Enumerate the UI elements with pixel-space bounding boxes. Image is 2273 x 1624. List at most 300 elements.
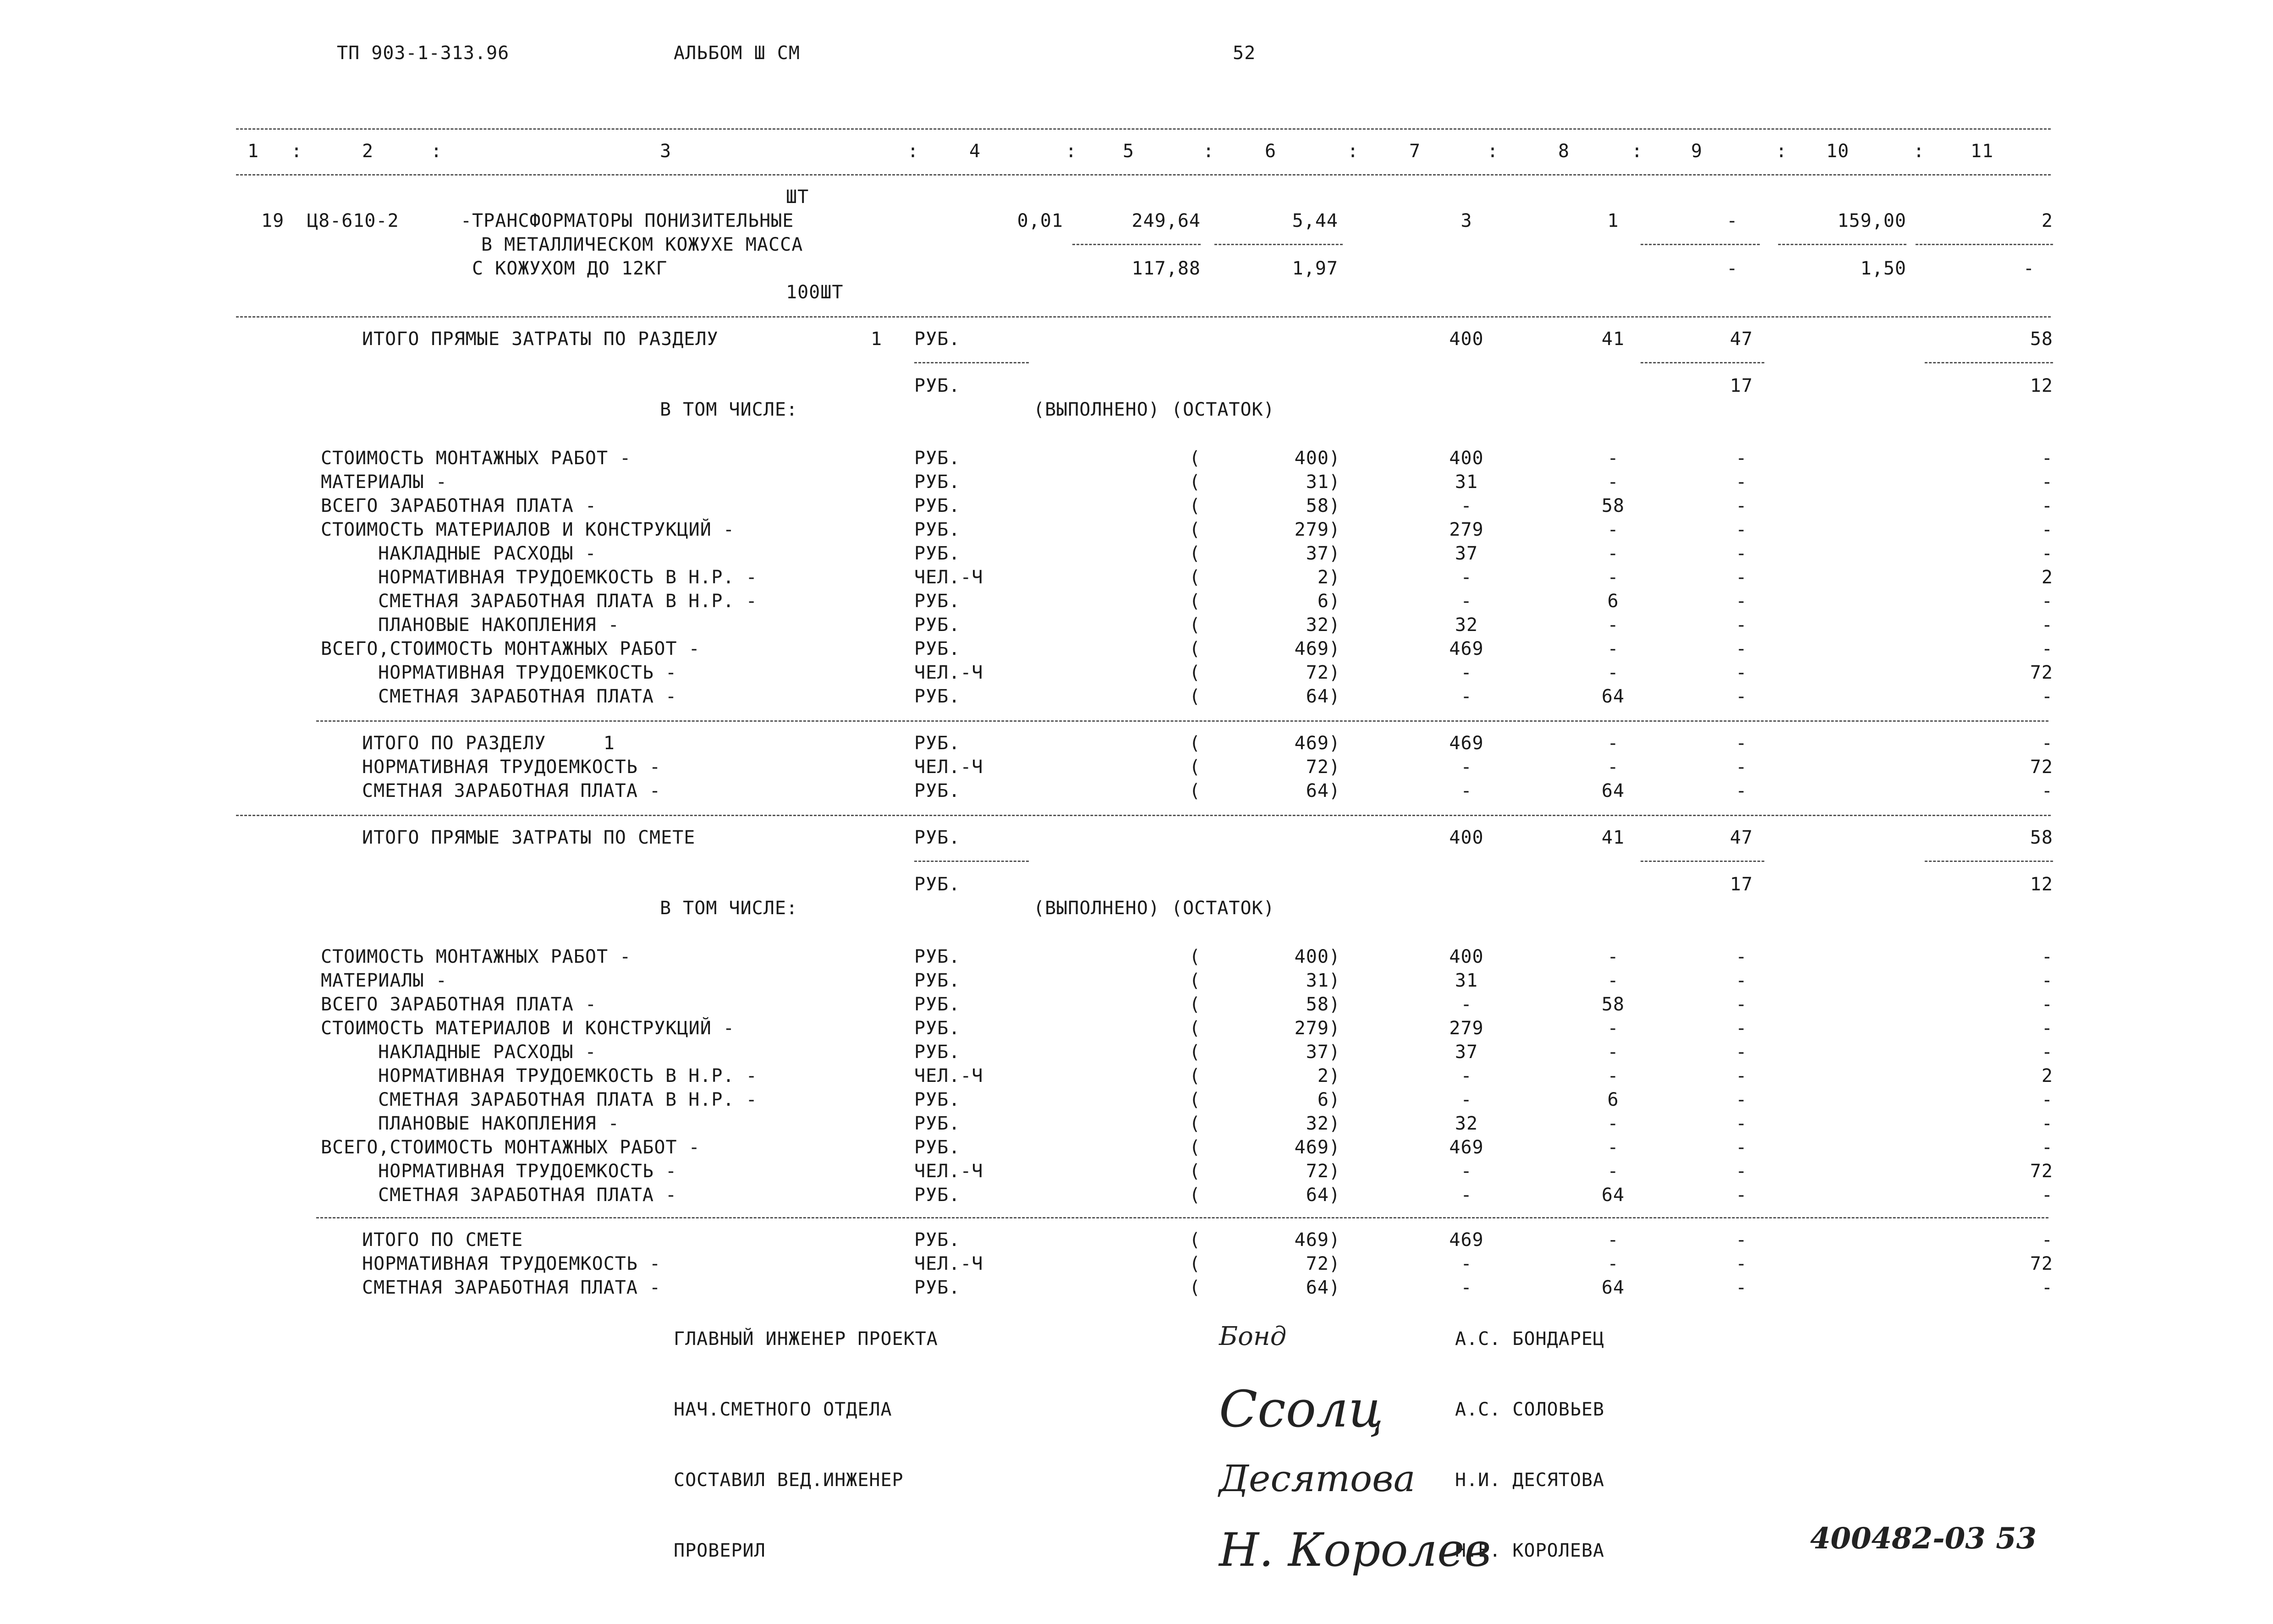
- estimate-summary-row-c8: -: [1607, 1253, 1619, 1274]
- section-row-c9: -: [1735, 472, 1747, 493]
- estimate-row-c9: -: [1735, 1089, 1747, 1110]
- section-row-c11: -: [2041, 495, 2053, 516]
- section-row-c7: -: [1460, 567, 1472, 588]
- section-row-c7: 32: [1455, 614, 1478, 636]
- estimate-summary-row-unit: ЧЕЛ.-Ч: [914, 1253, 983, 1274]
- section-summary-row-c7: -: [1460, 780, 1472, 801]
- section-summary-row-c11: -: [2041, 780, 2053, 801]
- estimate-summary-row-label: ИТОГО ПО СМЕТЕ: [362, 1229, 523, 1251]
- item-c7: 3: [1460, 210, 1472, 231]
- estimate-row-unit: РУБ.: [914, 1137, 961, 1158]
- section-row-c11: -: [2041, 543, 2053, 564]
- estimate-row-c9: -: [1735, 1161, 1747, 1182]
- estimate-row-c9: -: [1735, 1042, 1747, 1063]
- estimate-summary-row-paren-value: 469): [1294, 1229, 1340, 1251]
- estimate-total-subrule-unit: [914, 861, 1029, 862]
- estimate-row-c11: -: [2041, 1137, 2053, 1158]
- section-row-open-paren: (: [1189, 448, 1201, 469]
- in-that-number-2: В ТОМ ЧИСЛЕ:: [660, 898, 798, 919]
- estimate-total-label: ИТОГО ПРЯМЫЕ ЗАТРАТЫ ПО СМЕТЕ: [362, 827, 696, 848]
- estimate-row-label: НАКЛАДНЫЕ РАСХОДЫ -: [378, 1042, 597, 1063]
- estimate-row-label: НОРМАТИВНАЯ ТРУДОЕМКОСТЬ -: [378, 1161, 677, 1182]
- section-row-label: СТОИМОСТЬ МОНТАЖНЫХ РАБОТ -: [321, 448, 631, 469]
- item-unit2: 100ШТ: [786, 282, 844, 303]
- estimate-row-c11: -: [2041, 970, 2053, 991]
- column-header-4: 4: [969, 141, 981, 162]
- item-num: 19: [261, 210, 285, 231]
- item-c11: 2: [2041, 210, 2053, 231]
- column-separator: :: [1065, 141, 1077, 162]
- estimate-row-c7: -: [1460, 994, 1472, 1015]
- section-summary-row-unit: ЧЕЛ.-Ч: [914, 757, 983, 778]
- section-summary-row-open-paren: (: [1189, 757, 1201, 778]
- table-top-rule: [236, 128, 2051, 130]
- section-row-label: ВСЕГО ЗАРАБОТНАЯ ПЛАТА -: [321, 495, 597, 516]
- item-subrule-11: [1916, 244, 2053, 245]
- estimate-summary-row-c8: -: [1607, 1229, 1619, 1251]
- section-total-c7: 400: [1449, 329, 1484, 350]
- signature-role: ГЛАВНЫЙ ИНЖЕНЕР ПРОЕКТА: [674, 1328, 938, 1350]
- estimate-row-open-paren: (: [1189, 1089, 1201, 1110]
- section-total-no: 1: [871, 329, 883, 350]
- estimate-row-c9: -: [1735, 994, 1747, 1015]
- section-summary-row-c8: 64: [1601, 780, 1625, 801]
- estimate-row-c9: -: [1735, 946, 1747, 967]
- estimate-row-label: ВСЕГО ЗАРАБОТНАЯ ПЛАТА -: [321, 994, 597, 1015]
- section-row-c11: -: [2041, 638, 2053, 659]
- section-row-c11: -: [2041, 519, 2053, 540]
- item-subrule-10: [1778, 244, 1906, 245]
- section-row-paren-value: 31): [1306, 472, 1340, 493]
- estimate-row-c11: -: [2041, 1089, 2053, 1110]
- estimate-row-c9: -: [1735, 970, 1747, 991]
- section-row-c8: -: [1607, 567, 1619, 588]
- item-c10: 159,00: [1837, 210, 1906, 231]
- item-c8: 1: [1607, 210, 1619, 231]
- section-row-c8: -: [1607, 519, 1619, 540]
- estimate-row-c7: 279: [1449, 1018, 1484, 1039]
- estimate-row-c8: -: [1607, 1042, 1619, 1063]
- estimate-row-unit: РУБ.: [914, 1113, 961, 1134]
- section-summary-row-unit: РУБ.: [914, 733, 961, 754]
- section-row-label: СТОИМОСТЬ МАТЕРИАЛОВ И КОНСТРУКЦИЙ -: [321, 519, 735, 540]
- estimate-row-label: СМЕТНАЯ ЗАРАБОТНАЯ ПЛАТА В Н.Р. -: [378, 1089, 758, 1110]
- section-summary-row-paren-value: 72): [1306, 757, 1340, 778]
- estimate-row-c7: 400: [1449, 946, 1484, 967]
- section-row-open-paren: (: [1189, 662, 1201, 683]
- estimate-row-c8: -: [1607, 946, 1619, 967]
- estimate-summary-row-open-paren: (: [1189, 1277, 1201, 1298]
- column-separator: :: [1631, 141, 1643, 162]
- section-row-c7: 37: [1455, 543, 1478, 564]
- section-row-c7: 31: [1455, 472, 1478, 493]
- estimate-summary-row-c11: -: [2041, 1229, 2053, 1251]
- page-number: 52: [1233, 43, 1256, 64]
- section-row-c8: 58: [1601, 495, 1625, 516]
- section-summary-row-c9: -: [1735, 733, 1747, 754]
- section-row-label: СМЕТНАЯ ЗАРАБОТНАЯ ПЛАТА -: [378, 686, 677, 707]
- section-row-c8: 64: [1601, 686, 1625, 707]
- estimate-summary-row-c7: -: [1460, 1277, 1472, 1298]
- section-row-c11: -: [2041, 591, 2053, 612]
- estimate-summary-row-label: СМЕТНАЯ ЗАРАБОТНАЯ ПЛАТА -: [362, 1277, 661, 1298]
- album-label: АЛЬБОМ Ш СМ: [674, 43, 800, 64]
- estimate-row-c11: -: [2041, 946, 2053, 967]
- handwritten-signature: Н. Королев: [1219, 1523, 1491, 1577]
- estimate-summary-row-c9: -: [1735, 1229, 1747, 1251]
- estimate-row-c7: -: [1460, 1161, 1472, 1182]
- estimate-row-c7: 37: [1455, 1042, 1478, 1063]
- estimate-summary-row-paren-value: 64): [1306, 1277, 1340, 1298]
- estimate-row-c7: 31: [1455, 970, 1478, 991]
- estimate-row-open-paren: (: [1189, 1018, 1201, 1039]
- section-row-paren-value: 37): [1306, 543, 1340, 564]
- section-row-c8: 6: [1607, 591, 1619, 612]
- section-row-unit: РУБ.: [914, 448, 961, 469]
- section-row-c7: 279: [1449, 519, 1484, 540]
- estimate-row-c11: -: [2041, 1042, 2053, 1063]
- column-separator: :: [1776, 141, 1788, 162]
- estimate-summary-row-c11: 72: [2030, 1253, 2053, 1274]
- item-name-line-3: С КОЖУХОМ ДО 12КГ: [472, 258, 668, 279]
- section-row-paren-value: 469): [1294, 638, 1340, 659]
- estimate-total-unit: РУБ.: [914, 827, 961, 848]
- estimate-row-open-paren: (: [1189, 946, 1201, 967]
- section-row-unit: РУБ.: [914, 591, 961, 612]
- estimate-row-unit: ЧЕЛ.-Ч: [914, 1161, 983, 1182]
- signature-role: СОСТАВИЛ ВЕД.ИНЖЕНЕР: [674, 1470, 904, 1491]
- estimate-row-paren-value: 279): [1294, 1018, 1340, 1039]
- column-separator: :: [1913, 141, 1925, 162]
- section-summary-row-c9: -: [1735, 757, 1747, 778]
- column-header-rule: [236, 174, 2051, 176]
- section-summary-row-paren-value: 469): [1294, 733, 1340, 754]
- estimate-row-paren-value: 37): [1306, 1042, 1340, 1063]
- estimate-total-c7: 400: [1449, 827, 1484, 848]
- estimate-row-label: ВСЕГО,СТОИМОСТЬ МОНТАЖНЫХ РАБОТ -: [321, 1137, 700, 1158]
- column-separator: :: [1347, 141, 1359, 162]
- section-total-label: ИТОГО ПРЯМЫЕ ЗАТРАТЫ ПО РАЗДЕЛУ: [362, 329, 719, 350]
- estimate-row-c7: -: [1460, 1089, 1472, 1110]
- item-c9: -: [1726, 210, 1738, 231]
- section-row-c11: -: [2041, 472, 2053, 493]
- estimate-row-c8: -: [1607, 1065, 1619, 1086]
- section-row-unit: РУБ.: [914, 472, 961, 493]
- estimate-row-c8: -: [1607, 1137, 1619, 1158]
- section-row-c9: -: [1735, 591, 1747, 612]
- section-row-c9: -: [1735, 495, 1747, 516]
- section-summary-row-c7: 469: [1449, 733, 1484, 754]
- estimate-row-c7: -: [1460, 1065, 1472, 1086]
- estimate-row-unit: РУБ.: [914, 946, 961, 967]
- section-row-label: НАКЛАДНЫЕ РАСХОДЫ -: [378, 543, 597, 564]
- column-separator: :: [1203, 141, 1215, 162]
- section-row-paren-value: 72): [1306, 662, 1340, 683]
- handwritten-signature: Бонд: [1219, 1322, 1287, 1351]
- estimate-row-open-paren: (: [1189, 970, 1201, 991]
- estimate-row-unit: РУБ.: [914, 994, 961, 1015]
- section-row-unit: ЧЕЛ.-Ч: [914, 567, 983, 588]
- column-header-3: 3: [660, 141, 672, 162]
- estimate-row-open-paren: (: [1189, 1161, 1201, 1182]
- estimate-row-open-paren: (: [1189, 1042, 1201, 1063]
- item-subrule-6: [1214, 244, 1343, 245]
- section-total-unit2: РУБ.: [914, 375, 961, 396]
- section-total-c11: 58: [2030, 329, 2053, 350]
- section-row-unit: РУБ.: [914, 686, 961, 707]
- estimate-row-paren-value: 2): [1317, 1065, 1340, 1086]
- section-row-paren-value: 58): [1306, 495, 1340, 516]
- section-row-c8: -: [1607, 614, 1619, 636]
- section-summary-row-c9: -: [1735, 780, 1747, 801]
- estimate-row-c8: 64: [1601, 1185, 1625, 1206]
- item-c10b: 1,50: [1860, 258, 1906, 279]
- section-row-c8: -: [1607, 638, 1619, 659]
- handwritten-signature: Ссолц: [1219, 1380, 1384, 1438]
- estimate-row-c8: -: [1607, 970, 1619, 991]
- section-total-c9b: 17: [1729, 375, 1753, 396]
- estimate-summary-row-unit: РУБ.: [914, 1229, 961, 1251]
- estimate-row-open-paren: (: [1189, 1185, 1201, 1206]
- section-summary-row-c8: -: [1607, 757, 1619, 778]
- column-separator: :: [1487, 141, 1499, 162]
- column-separator: :: [431, 141, 443, 162]
- section-row-c7: 469: [1449, 638, 1484, 659]
- section-total-c9: 47: [1729, 329, 1753, 350]
- section-row-c11: -: [2041, 614, 2053, 636]
- signature-name: А.С. БОНДАРЕЦ: [1455, 1328, 1605, 1350]
- estimate-summary-row-c7: 469: [1449, 1229, 1484, 1251]
- section-summary-row-label: СМЕТНАЯ ЗАРАБОТНАЯ ПЛАТА -: [362, 780, 661, 801]
- section-row-c7: -: [1460, 591, 1472, 612]
- estimate-row-label: МАТЕРИАЛЫ -: [321, 970, 447, 991]
- estimate-row-paren-value: 6): [1317, 1089, 1340, 1110]
- estimate-total-unit2: РУБ.: [914, 874, 961, 895]
- section-summary-row-c11: -: [2041, 733, 2053, 754]
- section-row-c11: -: [2041, 686, 2053, 707]
- section-total-subrule-unit: [914, 362, 1029, 363]
- section-row-c9: -: [1735, 662, 1747, 683]
- section-row-c7: -: [1460, 686, 1472, 707]
- section-summary-row-open-paren: (: [1189, 733, 1201, 754]
- estimate-row-paren-value: 64): [1306, 1185, 1340, 1206]
- column-header-10: 10: [1826, 141, 1850, 162]
- estimate-summary-row-unit: РУБ.: [914, 1277, 961, 1298]
- column-header-8: 8: [1558, 141, 1570, 162]
- estimate-row-c9: -: [1735, 1113, 1747, 1134]
- section-row-c9: -: [1735, 448, 1747, 469]
- section-row-c9: -: [1735, 519, 1747, 540]
- item-c6: 5,44: [1292, 210, 1338, 231]
- estimate-total-c8: 41: [1601, 827, 1625, 848]
- estimate-summary-row-paren-value: 72): [1306, 1253, 1340, 1274]
- section-row-open-paren: (: [1189, 686, 1201, 707]
- done-rest-1: (ВЫПОЛНЕНО) (ОСТАТОК): [1033, 399, 1275, 420]
- section-summary-row-label: НОРМАТИВНАЯ ТРУДОЕМКОСТЬ -: [362, 757, 661, 778]
- column-header-1: 1: [247, 141, 259, 162]
- item-subrule-9: [1641, 244, 1760, 245]
- estimate-row-label: НОРМАТИВНАЯ ТРУДОЕМКОСТЬ В Н.Р. -: [378, 1065, 758, 1086]
- item-name-line-2: В МЕТАЛЛИЧЕСКОМ КОЖУХЕ МАССА: [481, 234, 803, 255]
- section-row-label: МАТЕРИАЛЫ -: [321, 472, 447, 493]
- section-row-c9: -: [1735, 614, 1747, 636]
- estimate-summary-row-c8: 64: [1601, 1277, 1625, 1298]
- estimate-row-unit: РУБ.: [914, 1018, 961, 1039]
- section-row-c9: -: [1735, 567, 1747, 588]
- estimate-row-unit: ЧЕЛ.-Ч: [914, 1065, 983, 1086]
- estimate-row-c7: -: [1460, 1185, 1472, 1206]
- estimate-row-c8: 58: [1601, 994, 1625, 1015]
- column-header-5: 5: [1123, 141, 1135, 162]
- column-header-6: 6: [1265, 141, 1277, 162]
- section-summary-row-open-paren: (: [1189, 780, 1201, 801]
- section-total-subrule-11: [1925, 362, 2053, 363]
- estimate-row-open-paren: (: [1189, 994, 1201, 1015]
- item-unit: ШТ: [786, 187, 809, 208]
- section-row-c7: -: [1460, 495, 1472, 516]
- estimate-row-unit: РУБ.: [914, 970, 961, 991]
- item-bottom-rule: [236, 316, 2051, 318]
- section-row-unit: РУБ.: [914, 638, 961, 659]
- handwritten-archive-number: 400482-03 53: [1810, 1521, 2037, 1556]
- section-total-c8: 41: [1601, 329, 1625, 350]
- estimate-row-label: СТОИМОСТЬ МАТЕРИАЛОВ И КОНСТРУКЦИЙ -: [321, 1018, 735, 1039]
- section-row-open-paren: (: [1189, 519, 1201, 540]
- estimate-row-paren-value: 32): [1306, 1113, 1340, 1134]
- section-row-label: СМЕТНАЯ ЗАРАБОТНАЯ ПЛАТА В Н.Р. -: [378, 591, 758, 612]
- item-c11b: -: [2023, 258, 2035, 279]
- in-that-number-1: В ТОМ ЧИСЛЕ:: [660, 399, 798, 420]
- section-row-paren-value: 64): [1306, 686, 1340, 707]
- doc-code: ТП 903-1-313.96: [337, 43, 510, 64]
- estimate-summary-row-c9: -: [1735, 1253, 1747, 1274]
- column-header-11: 11: [1971, 141, 1994, 162]
- estimate-summary-row-open-paren: (: [1189, 1253, 1201, 1274]
- estimate-summary-row-c7: -: [1460, 1253, 1472, 1274]
- estimate-row-c7: 469: [1449, 1137, 1484, 1158]
- column-header-7: 7: [1409, 141, 1421, 162]
- estimate-row-c11: -: [2041, 1185, 2053, 1206]
- estimate-row-c9: -: [1735, 1065, 1747, 1086]
- estimate-row-c11: -: [2041, 994, 2053, 1015]
- estimate-row-paren-value: 72): [1306, 1161, 1340, 1182]
- estimate-total-subrule-9: [1641, 861, 1764, 862]
- section-row-paren-value: 400): [1294, 448, 1340, 469]
- column-header-2: 2: [362, 141, 374, 162]
- section-row-c8: -: [1607, 543, 1619, 564]
- section-row-unit: РУБ.: [914, 519, 961, 540]
- section-row-label: НОРМАТИВНАЯ ТРУДОЕМКОСТЬ -: [378, 662, 677, 683]
- estimate-row-paren-value: 58): [1306, 994, 1340, 1015]
- section-row-c11: 72: [2030, 662, 2053, 683]
- estimate-row-c9: -: [1735, 1018, 1747, 1039]
- section-row-unit: ЧЕЛ.-Ч: [914, 662, 983, 683]
- section-row-label: ПЛАНОВЫЕ НАКОПЛЕНИЯ -: [378, 614, 620, 636]
- section-summary-row-c8: -: [1607, 733, 1619, 754]
- estimate-row-open-paren: (: [1189, 1065, 1201, 1086]
- estimate-row-open-paren: (: [1189, 1113, 1201, 1134]
- section-row-label: НОРМАТИВНАЯ ТРУДОЕМКОСТЬ В Н.Р. -: [378, 567, 758, 588]
- section-row-open-paren: (: [1189, 591, 1201, 612]
- estimate-row-open-paren: (: [1189, 1137, 1201, 1158]
- handwritten-signature: Десятова: [1219, 1457, 1416, 1500]
- section-row-c11: 2: [2041, 567, 2053, 588]
- signature-name: Н.И. ДЕСЯТОВА: [1455, 1470, 1605, 1491]
- estimate-summary-row-label: НОРМАТИВНАЯ ТРУДОЕМКОСТЬ -: [362, 1253, 661, 1274]
- estimate-row-paren-value: 469): [1294, 1137, 1340, 1158]
- signature-name: Н.Е. КОРОЛЕВА: [1455, 1540, 1605, 1561]
- estimate-row-paren-value: 31): [1306, 970, 1340, 991]
- section-row-unit: РУБ.: [914, 495, 961, 516]
- done-rest-2: (ВЫПОЛНЕНО) (ОСТАТОК): [1033, 898, 1275, 919]
- section-total-c11b: 12: [2030, 375, 2053, 396]
- estimate-row-unit: РУБ.: [914, 1089, 961, 1110]
- section-row-paren-value: 2): [1317, 567, 1340, 588]
- estimate-row-c7: 32: [1455, 1113, 1478, 1134]
- item-c5: 249,64: [1131, 210, 1201, 231]
- section-row-c7: -: [1460, 662, 1472, 683]
- section-row-c8: -: [1607, 662, 1619, 683]
- estimate-summary-row-open-paren: (: [1189, 1229, 1201, 1251]
- estimate-row-c8: -: [1607, 1018, 1619, 1039]
- column-header-9: 9: [1691, 141, 1703, 162]
- estimate-row-c8: -: [1607, 1161, 1619, 1182]
- estimate-total-c9b: 17: [1729, 874, 1753, 895]
- item-c9b: -: [1726, 258, 1738, 279]
- signature-role: НАЧ.СМЕТНОГО ОТДЕЛА: [674, 1399, 892, 1420]
- section-row-c11: -: [2041, 448, 2053, 469]
- section-row-c7: 400: [1449, 448, 1484, 469]
- item-c6b: 1,97: [1292, 258, 1338, 279]
- signature-name: А.С. СОЛОВЬЕВ: [1455, 1399, 1605, 1420]
- estimate-row-unit: РУБ.: [914, 1042, 961, 1063]
- section-row-c9: -: [1735, 686, 1747, 707]
- section-row-open-paren: (: [1189, 567, 1201, 588]
- section-row-open-paren: (: [1189, 543, 1201, 564]
- item-code: Ц8-610-2: [307, 210, 399, 231]
- section-end-rule: [236, 815, 2051, 816]
- section-summary-row-c7: -: [1460, 757, 1472, 778]
- section-summary-row-c11: 72: [2030, 757, 2053, 778]
- section-row-label: ВСЕГО,СТОИМОСТЬ МОНТАЖНЫХ РАБОТ -: [321, 638, 700, 659]
- section-breakdown-rule: [316, 720, 2048, 722]
- estimate-row-c8: 6: [1607, 1089, 1619, 1110]
- estimate-row-c11: -: [2041, 1018, 2053, 1039]
- estimate-total-subrule-11: [1925, 861, 2053, 862]
- section-summary-row-label: ИТОГО ПО РАЗДЕЛУ 1: [362, 733, 615, 754]
- item-subrule-5: [1072, 244, 1201, 245]
- section-row-c8: -: [1607, 472, 1619, 493]
- column-separator: :: [907, 141, 919, 162]
- estimate-row-label: СТОИМОСТЬ МОНТАЖНЫХ РАБОТ -: [321, 946, 631, 967]
- estimate-breakdown-rule: [316, 1217, 2048, 1218]
- section-total-subrule-9: [1641, 362, 1764, 363]
- section-row-open-paren: (: [1189, 472, 1201, 493]
- section-summary-row-paren-value: 64): [1306, 780, 1340, 801]
- section-row-open-paren: (: [1189, 638, 1201, 659]
- estimate-row-paren-value: 400): [1294, 946, 1340, 967]
- section-row-c9: -: [1735, 543, 1747, 564]
- estimate-row-c11: -: [2041, 1113, 2053, 1134]
- signature-role: ПРОВЕРИЛ: [674, 1540, 766, 1561]
- column-separator: :: [291, 141, 303, 162]
- estimate-row-c8: -: [1607, 1113, 1619, 1134]
- estimate-row-unit: РУБ.: [914, 1185, 961, 1206]
- estimate-row-label: СМЕТНАЯ ЗАРАБОТНАЯ ПЛАТА -: [378, 1185, 677, 1206]
- item-c5b: 117,88: [1131, 258, 1201, 279]
- section-summary-row-unit: РУБ.: [914, 780, 961, 801]
- estimate-total-c11: 58: [2030, 827, 2053, 848]
